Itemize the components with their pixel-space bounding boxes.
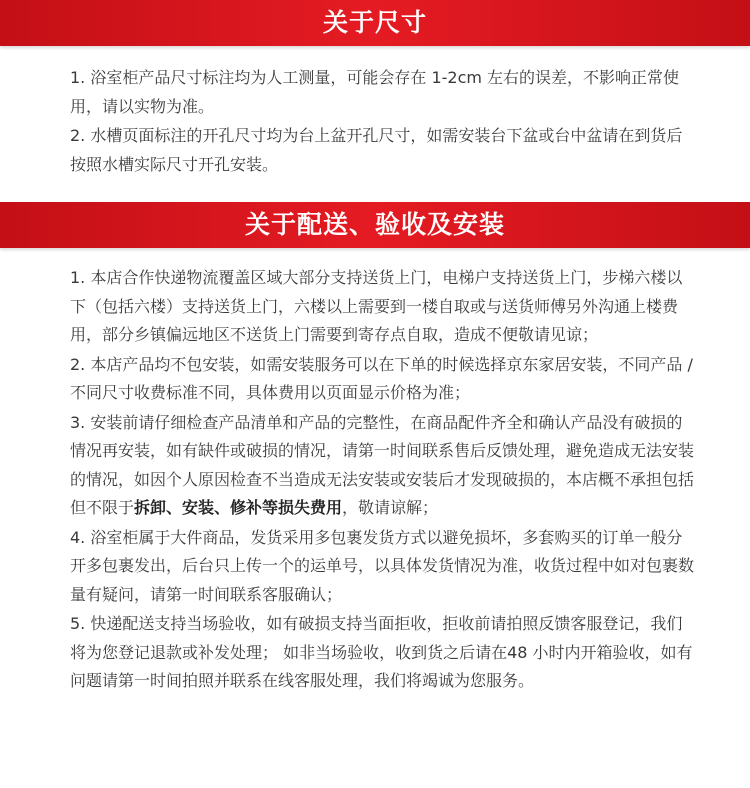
size-note-2: 2. 水槽页面标注的开孔尺寸均为台上盆开孔尺寸，如需安装台下盆或台中盆请在到货后按照水槽实际尺寸开孔安装。 [70,126,683,174]
delivery-note-1: 1. 本店合作快递物流覆盖区域大部分支持送货上门，电梯户支持送货上门，步梯六楼以下（包括六楼）支持送货上门，六楼以上需要到一楼自取或与送货师傅另外沟通上楼费用，部分乡镇偏远地区不送货上门需要到寄存点自取，造成不便敬请见谅； [70,268,683,344]
section-delivery-content [70,264,695,697]
delivery-note-3-end: ，敬请谅解； [342,498,439,517]
section-size-content [70,64,695,180]
delivery-note-5: 5. 快递配送支持当场验收，如有破损支持当面拒收，拒收前请拍照反馈客服登记，我们将为您登记退款或补发处理； 如非当场验收，收到货之后请在48 小时内开箱验收，如有问题请第一时间拍照并联系在线客服处理，我们将竭诚为您服务。 [70,614,693,690]
delivery-note-2: 2. 本店产品均不包安装，如需安装服务可以在下单的时候选择京东家居安装，不同产品 / 不同尺寸收费标准不同，具体费用以页面显示价格为准； [70,354,693,402]
delivery-note-3 [70,409,695,523]
section-banner-delivery [0,202,750,248]
size-note-1: 1. 浴室柜产品尺寸标注均为人工测量，可能会存在 1-2cm 左右的误差，不影响正常使用，请以实物为准。 [70,68,680,116]
delivery-note-3-text: 3. 安装前请仔细检查产品清单和产品的完整性，在商品配件齐全和确认产品没有破损的情况再安装，如有缺件或破损的情况，请第一时间联系售后反馈处理，避免造成无法安装的情况，如因个人原因检查不当造成无法安装或安装后才发现破损的，本店概不承担包括但不限于 [70,412,695,517]
delivery-note-4: 4. 浴室柜属于大件商品，发货采用多包裹发货方式以避免损坏，多套购买的订单一般分开多包裹发出，后台只上传一个的运单号，以具体发货情况为准，收货过程中如对包裹数量有疑问，请第一时间联系客服确认； [70,527,695,604]
section-title-delivery: 关于配送、验收及安装 [244,210,505,239]
delivery-note-3-emphasis: 拆卸、安装、修补等损失费用 [134,498,343,517]
section-banner-size [0,0,750,46]
section-title-size: 关于尺寸 [322,8,427,37]
